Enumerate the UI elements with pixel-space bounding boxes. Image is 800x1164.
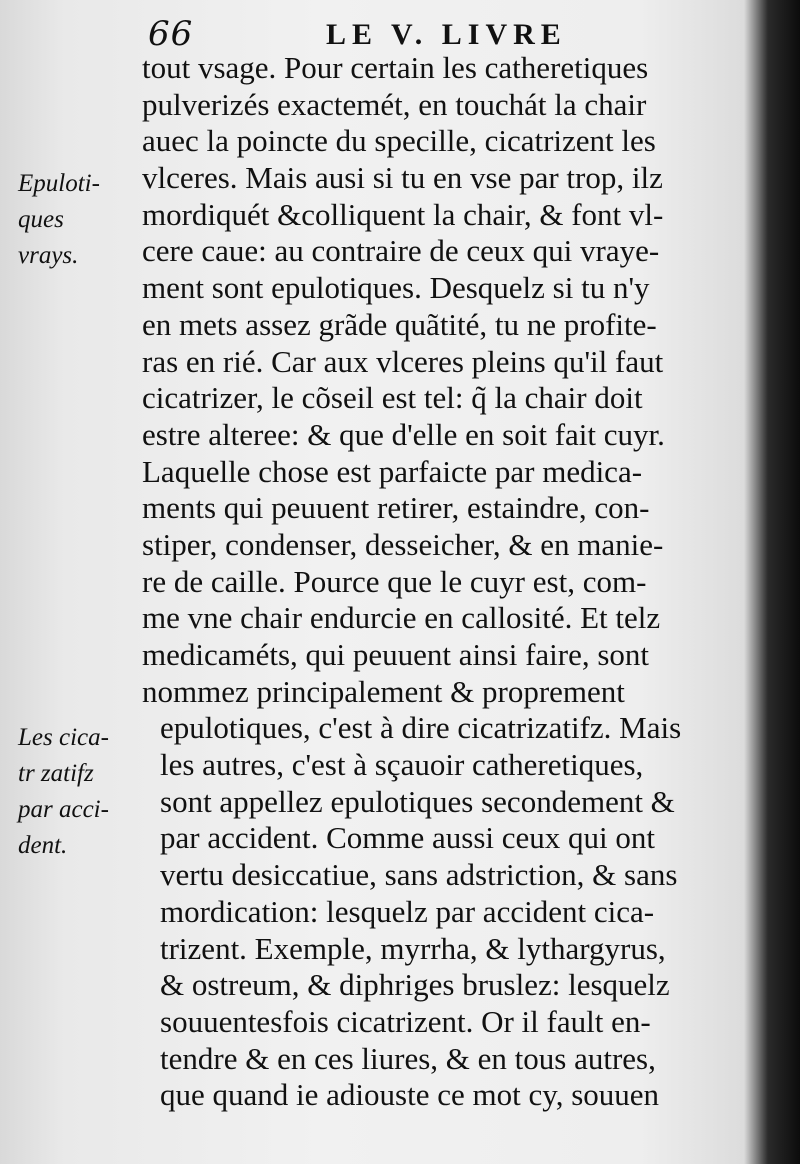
body-line: par accident. Comme aussi ceux qui ont xyxy=(160,820,656,856)
body-line: Laquelle chose est parfaicte par medica- xyxy=(142,453,643,489)
margin-note-line: Epuloti- xyxy=(18,170,100,197)
body-line: ment sont epulotiques. Desquelz si tu n'y xyxy=(142,270,650,306)
margin-note-line: vrays. xyxy=(18,242,79,269)
body-line: mordiquét &colliquent la chair, & font vl- xyxy=(142,196,664,232)
body-line: vlceres. Mais ausi si tu en vse par trop, ilz xyxy=(142,160,663,196)
body-line: ras en rié. Car aux vlceres pleins qu'il faut xyxy=(142,343,664,379)
body-line: sont appellez epulotiques secondement & xyxy=(160,783,675,819)
margin-note-cicatrizatifz xyxy=(18,720,150,864)
body-line: nommez principalement & proprement xyxy=(142,673,625,709)
body-line: cicatrizer, le cõseil est tel: q̃ la chair doit xyxy=(142,380,643,416)
body-line: que quand ie adiouste ce mot cy, souuen xyxy=(160,1077,660,1113)
body-line: cere caue: au contraire de ceux qui vraye- xyxy=(142,233,660,269)
body-line: vertu desiccatiue, sans adstriction, & sans xyxy=(160,857,678,893)
margin-note-line: Les cica- xyxy=(18,724,109,751)
body-line: trizent. Exemple, myrrha, & lythargyrus, xyxy=(160,930,666,966)
body-line: souuentesfois cicatrizent. Or il fault en- xyxy=(160,1003,651,1039)
body-line: & ostreum, & diphriges bruslez: lesquelz xyxy=(160,967,670,1003)
body-line: medicaméts, qui peuuent ainsi faire, sont xyxy=(142,637,650,672)
body-line: tendre & en ces liures, & en tous autres, xyxy=(160,1040,656,1076)
body-line: stiper, condenser, desseicher, & en manie- xyxy=(142,526,664,562)
body-text xyxy=(142,50,772,1114)
body-line: re de caille. Pource que le cuyr est, com- xyxy=(142,563,647,599)
body-line: auec la poincte du specille, cicatrizent les xyxy=(142,123,656,159)
body-line: ments qui peuuent retirer, estaindre, con- xyxy=(142,490,650,526)
body-line: en mets assez grãde quãtité, tu ne profite- xyxy=(142,306,657,342)
margin-note-line: ques xyxy=(18,206,64,233)
body-line: tout vsage. Pour certain les catheretiques xyxy=(142,50,649,85)
margin-note-line: tr zatifz xyxy=(18,760,94,787)
page-number: 66 xyxy=(148,14,194,54)
body-line: les autres, c'est à sçauoir catheretiques, xyxy=(160,747,644,783)
body-line: pulverizés exactemét, en touchát la chair xyxy=(142,86,647,122)
body-line: estre alteree: & que d'elle en soit fait cuyr. xyxy=(142,416,665,452)
running-head: LE V. LIVRE xyxy=(326,18,567,51)
body-line: epulotiques, c'est à dire cicatrizatifz. Mais xyxy=(160,710,682,746)
margin-note-epulotiques-vrays xyxy=(18,166,150,274)
marginalia xyxy=(8,0,148,1164)
margin-note-line: dent. xyxy=(18,832,68,859)
body-line: mordication: lesquelz par accident cica- xyxy=(160,893,655,929)
body-line: me vne chair endurcie en callosité. Et telz xyxy=(142,600,661,636)
margin-note-line: par acci- xyxy=(18,796,109,823)
